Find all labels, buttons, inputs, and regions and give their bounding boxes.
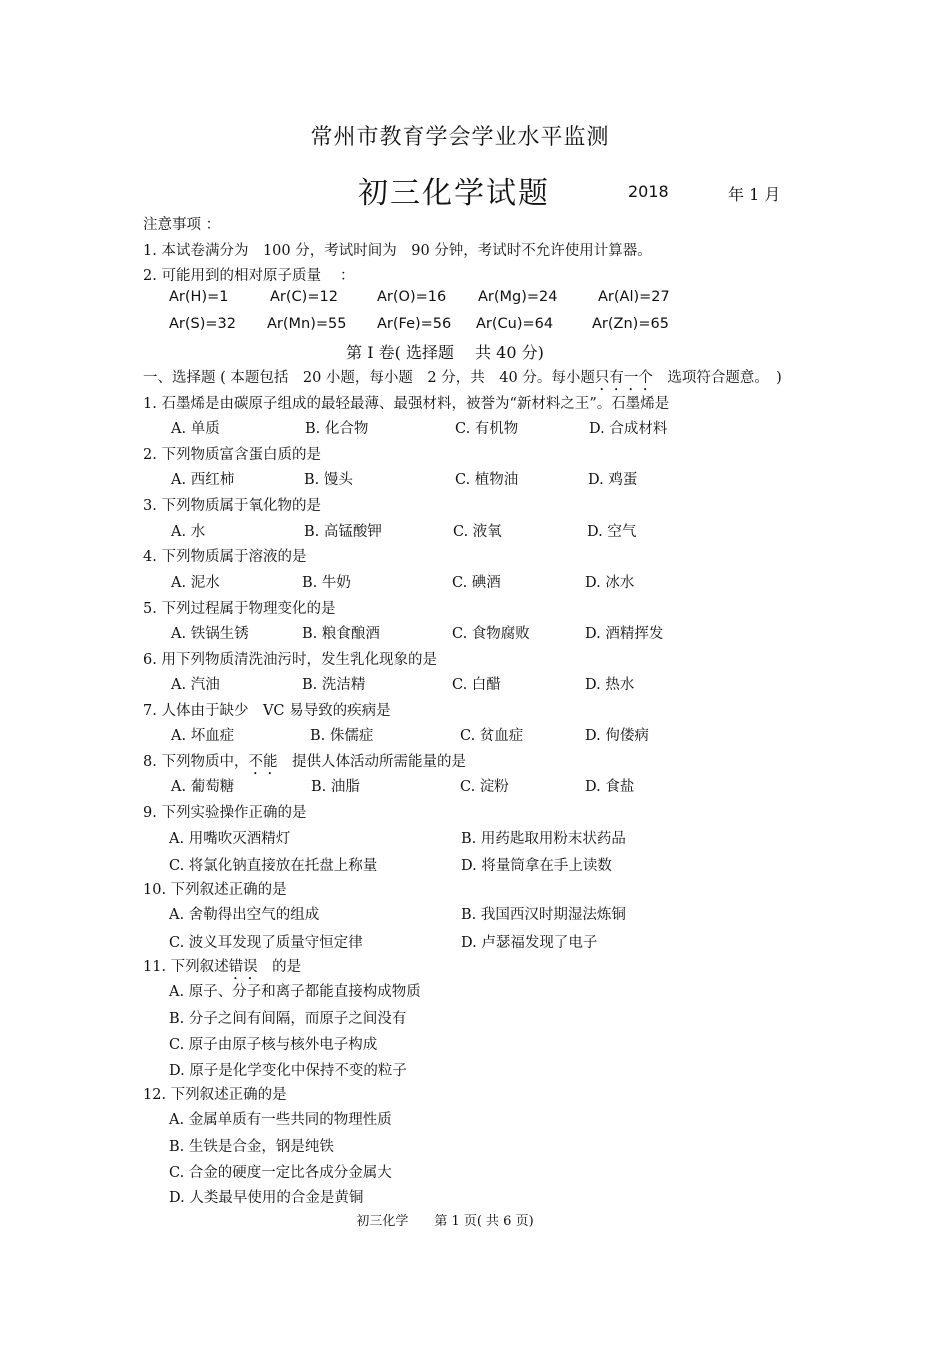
mass-fe: Ar(Fe)=56 xyxy=(377,316,452,332)
question-3-option-c: C. 液氧 xyxy=(453,524,502,540)
question-1-option-d: D. 合成材料 xyxy=(589,421,668,437)
question-1-option-b: B. 化合物 xyxy=(305,421,369,437)
question-12-option-b: B. 生铁是合金，钢是纯铁 xyxy=(169,1139,334,1155)
question-9-option-b: B. 用药匙取用粉末状药品 xyxy=(461,831,626,847)
question-1-stem: 1. 石墨烯是由碳原子组成的最轻最薄、最强材料，被誉为“新材料之王”。石墨烯是 xyxy=(143,396,670,412)
question-11-stem: 11. 下列叙述错误 的是 xyxy=(143,959,302,975)
question-7-option-d: D. 佝偻病 xyxy=(585,728,649,744)
question-3-option-a: A. 水 xyxy=(171,524,206,540)
question-6-option-d: D. 热水 xyxy=(585,677,635,693)
question-10-option-a: A. 舍勒得出空气的组成 xyxy=(169,907,320,923)
question-7-option-c: C. 贫血症 xyxy=(460,728,524,744)
question-4-option-a: A. 泥水 xyxy=(171,575,220,591)
question-8-stem: 8. 下列物质中，不能 提供人体活动所需能量的是 xyxy=(143,754,466,770)
question-4-option-c: C. 碘酒 xyxy=(452,575,501,591)
question-9-option-d: D. 将量筒拿在手上读数 xyxy=(461,858,612,874)
question-3-option-d: D. 空气 xyxy=(587,524,637,540)
question-11-option-d: D. 原子是化学变化中保持不变的粒子 xyxy=(169,1063,407,1079)
section-instruction: 一、选择题 ( 本题包括 20 小题，每小题 2 分，共 40 分。每小题只有一个 选项符合题意。 ) xyxy=(143,370,782,386)
question-5-option-b: B. 粮食酿酒 xyxy=(302,626,380,642)
mass-cu: Ar(Cu)=64 xyxy=(476,316,554,332)
mass-h: Ar(H)=1 xyxy=(169,289,229,305)
emphasis-cannot: 不能 xyxy=(248,754,278,770)
question-2-option-c: C. 植物油 xyxy=(455,472,519,488)
question-2-option-a: A. 西红柿 xyxy=(171,472,235,488)
question-9-option-a: A. 用嘴吹灭酒精灯 xyxy=(169,831,291,847)
question-8-option-b: B. 油脂 xyxy=(311,779,360,795)
question-12-stem: 12. 下列叙述正确的是 xyxy=(143,1087,287,1103)
section-title: 第 Ⅰ 卷( 选择题 共 40 分) xyxy=(346,343,544,362)
question-5-option-a: A. 铁锅生锈 xyxy=(171,626,249,642)
question-12-option-d: D. 人类最早使用的合金是黄铜 xyxy=(169,1190,364,1206)
notes-heading: 注意事项 ： xyxy=(143,217,221,233)
mass-mg: Ar(Mg)=24 xyxy=(478,289,558,305)
mass-c: Ar(C)=12 xyxy=(270,289,338,305)
note-item-2: 2. 可能用到的相对原子质量 ： xyxy=(143,268,355,284)
question-1-option-a: A. 单质 xyxy=(171,421,220,437)
question-5-option-c: C. 食物腐败 xyxy=(452,626,530,642)
mass-s: Ar(S)=32 xyxy=(169,316,236,332)
mass-mn: Ar(Mn)=55 xyxy=(267,316,347,332)
exam-title: 初三化学试题 xyxy=(358,176,550,211)
question-4-option-b: B. 牛奶 xyxy=(302,575,351,591)
question-6-option-b: B. 洗洁精 xyxy=(302,677,366,693)
question-11-option-a: A. 原子、分子和离子都能直接构成物质 xyxy=(169,984,421,1000)
question-3-stem: 3. 下列物质属于氧化物的是 xyxy=(143,498,321,514)
question-2-stem: 2. 下列物质富含蛋白质的是 xyxy=(143,447,321,463)
question-11-option-c: C. 原子由原子核与核外电子构成 xyxy=(169,1037,378,1053)
question-9-stem: 9. 下列实验操作正确的是 xyxy=(143,805,307,821)
question-8-option-c: C. 淀粉 xyxy=(460,779,509,795)
mass-o: Ar(O)=16 xyxy=(377,289,447,305)
note-item-1: 1. 本试卷满分为 100 分，考试时间为 90 分钟，考试时不允许使用计算器。 xyxy=(143,243,652,259)
question-8-option-a: A. 葡萄糖 xyxy=(171,779,235,795)
question-2-option-b: B. 馒头 xyxy=(304,472,353,488)
question-4-option-d: D. 冰水 xyxy=(585,575,635,591)
question-4-stem: 4. 下列物质属于溶液的是 xyxy=(143,549,307,565)
question-5-stem: 5. 下列过程属于物理变化的是 xyxy=(143,601,336,617)
question-8-option-d: D. 食盐 xyxy=(585,779,635,795)
question-2-option-d: D. 鸡蛋 xyxy=(588,472,638,488)
question-12-option-c: C. 合金的硬度一定比各成分金属大 xyxy=(169,1165,392,1181)
question-6-option-a: A. 汽油 xyxy=(171,677,220,693)
exam-year: 2018 xyxy=(628,182,669,201)
question-10-option-c: C. 波义耳发现了质量守恒定律 xyxy=(169,935,363,951)
question-12-option-a: A. 金属单质有一些共同的物理性质 xyxy=(169,1112,392,1128)
org-title: 常州市教育学会学业水平监测 xyxy=(310,125,610,150)
page-footer: 初三化学 第 1 页( 共 6 页) xyxy=(356,1214,534,1229)
question-11-option-b: B. 分子之间有间隔，而原子之间没有 xyxy=(169,1011,407,1027)
question-10-option-d: D. 卢瑟福发现了电子 xyxy=(461,935,598,951)
question-10-stem: 10. 下列叙述正确的是 xyxy=(143,882,287,898)
question-7-option-b: B. 侏儒症 xyxy=(310,728,374,744)
mass-zn: Ar(Zn)=65 xyxy=(592,316,669,332)
question-6-option-c: C. 白醋 xyxy=(452,677,501,693)
question-6-stem: 6. 用下列物质清洗油污时，发生乳化现象的是 xyxy=(143,652,437,668)
mass-al: Ar(Al)=27 xyxy=(598,289,670,305)
question-9-option-c: C. 将氯化钠直接放在托盘上称量 xyxy=(169,858,378,874)
question-5-option-d: D. 酒精挥发 xyxy=(585,626,664,642)
emphasis-only-one: 只有一个 xyxy=(594,370,653,386)
emphasis-wrong: 错误 xyxy=(228,959,258,975)
exam-month: 年 1 月 xyxy=(728,185,781,204)
question-7-option-a: A. 坏血症 xyxy=(171,728,235,744)
question-1-option-c: C. 有机物 xyxy=(455,421,519,437)
question-10-option-b: B. 我国西汉时期湿法炼铜 xyxy=(461,907,626,923)
question-7-stem: 7. 人体由于缺少 VC 易导致的疾病是 xyxy=(143,703,391,719)
question-3-option-b: B. 高锰酸钾 xyxy=(304,524,382,540)
